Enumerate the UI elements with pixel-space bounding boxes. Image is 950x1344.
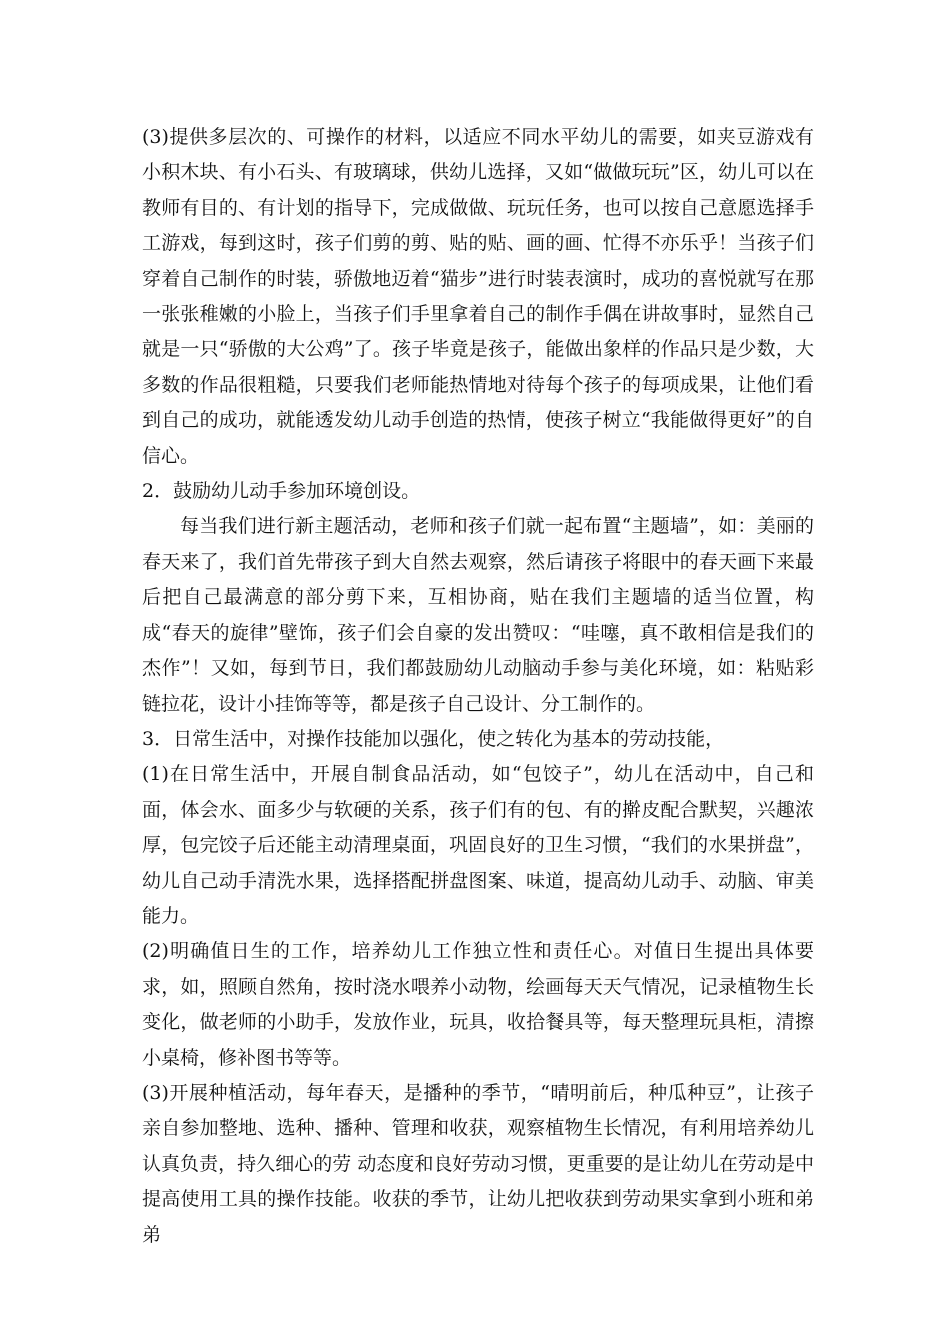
paragraph-planting: (3)开展种植活动，每年春天，是播种的季节，“晴明前后，种瓜种豆”，让孩子亲自参加整地、选种、播种、管理和收获，观察植物生长情况，有利用培养幼儿认真负责，持久细心的劳 动态度和良好劳动习惯，更重要的是让幼儿在劳动是中提高使用工具的操作技能。收获的季节，让幼儿把收获到劳动果实拿到小班和弟弟	[142, 1081, 814, 1246]
heading-daily-life: 3．日常生活中，对操作技能加以强化，使之转化为基本的劳动技能，	[142, 727, 725, 750]
paragraph-materials: (3)提供多层次的、可操作的材料，以适应不同水平幼儿的需要，如夹豆游戏有小积木块、有小石头、有玻璃球，供幼儿选择，又如“做做玩玩”区，幼儿可以在教师有目的、有计划的指导下，完成做做、玩玩任务，也可以按自己意愿选择手工游戏，每到这时，孩子们剪的剪、贴的贴、画的画、忙得不亦乐乎！当孩子们穿着自己制作的时装，骄傲地迈着“猫步”进行时装表演时，成功的喜悦就写在那一张张稚嫩的小脸上，当孩子们手里拿着自己的制作手偶在讲故事时，显然自己就是一只“骄傲的大公鸡”了。孩子毕竟是孩子，能做出象样的作品只是少数，大多数的作品很粗糙，只要我们老师能热情地对待每个孩子的每项成果，让他们看到自己的成功，就能透发幼儿动手创造的热情，使孩子树立“我能做得更好”的自信心。	[142, 126, 814, 467]
paragraph-theme-wall: 每当我们进行新主题活动，老师和孩子们就一起布置“主题墙”，如：美丽的春天来了，我们首先带孩子到大自然去观察，然后请孩子将眼中的春天画下来最后把自己最满意的部分剪下来，互相协商，贴在我们主题墙的适当位置，构成“春天的旋律”壁饰，孩子们会自豪的发出赞叹：“哇噻，真不敢相信是我们的杰作”！又如，每到节日，我们都鼓励幼儿动脑动手参与美化环境，如：粘贴彩链拉花，设计小挂饰等等，都是孩子自己设计、分工制作的。	[142, 515, 814, 715]
paragraph-food-activity: (1)在日常生活中，开展自制食品活动，如“包饺子”，幼儿在活动中，自己和面，体会水、面多少与软硬的关系，孩子们有的包、有的擀皮配合默契，兴趣浓厚，包完饺子后还能主动清理桌面，巩固良好的卫生习惯，“我们的水果拼盘”，幼儿自己动手清洗水果，选择搭配拼盘图案、味道，提高幼儿动手、动脑、审美能力。	[142, 763, 814, 927]
heading-environment: 2．鼓励幼儿动手参加环境创设。	[142, 480, 421, 503]
document-body	[142, 120, 814, 1253]
paragraph-duty-student: (2)明确值日生的工作，培养幼儿工作独立性和责任心。对值日生提出具体要求，如，照顾自然角，按时浇水喂养小动物，绘画每天天气情况，记录植物生长变化，做老师的小助手，发放作业，玩具，收拾餐具等，每天整理玩具柜，清擦小桌椅，修补图书等等。	[142, 940, 814, 1069]
